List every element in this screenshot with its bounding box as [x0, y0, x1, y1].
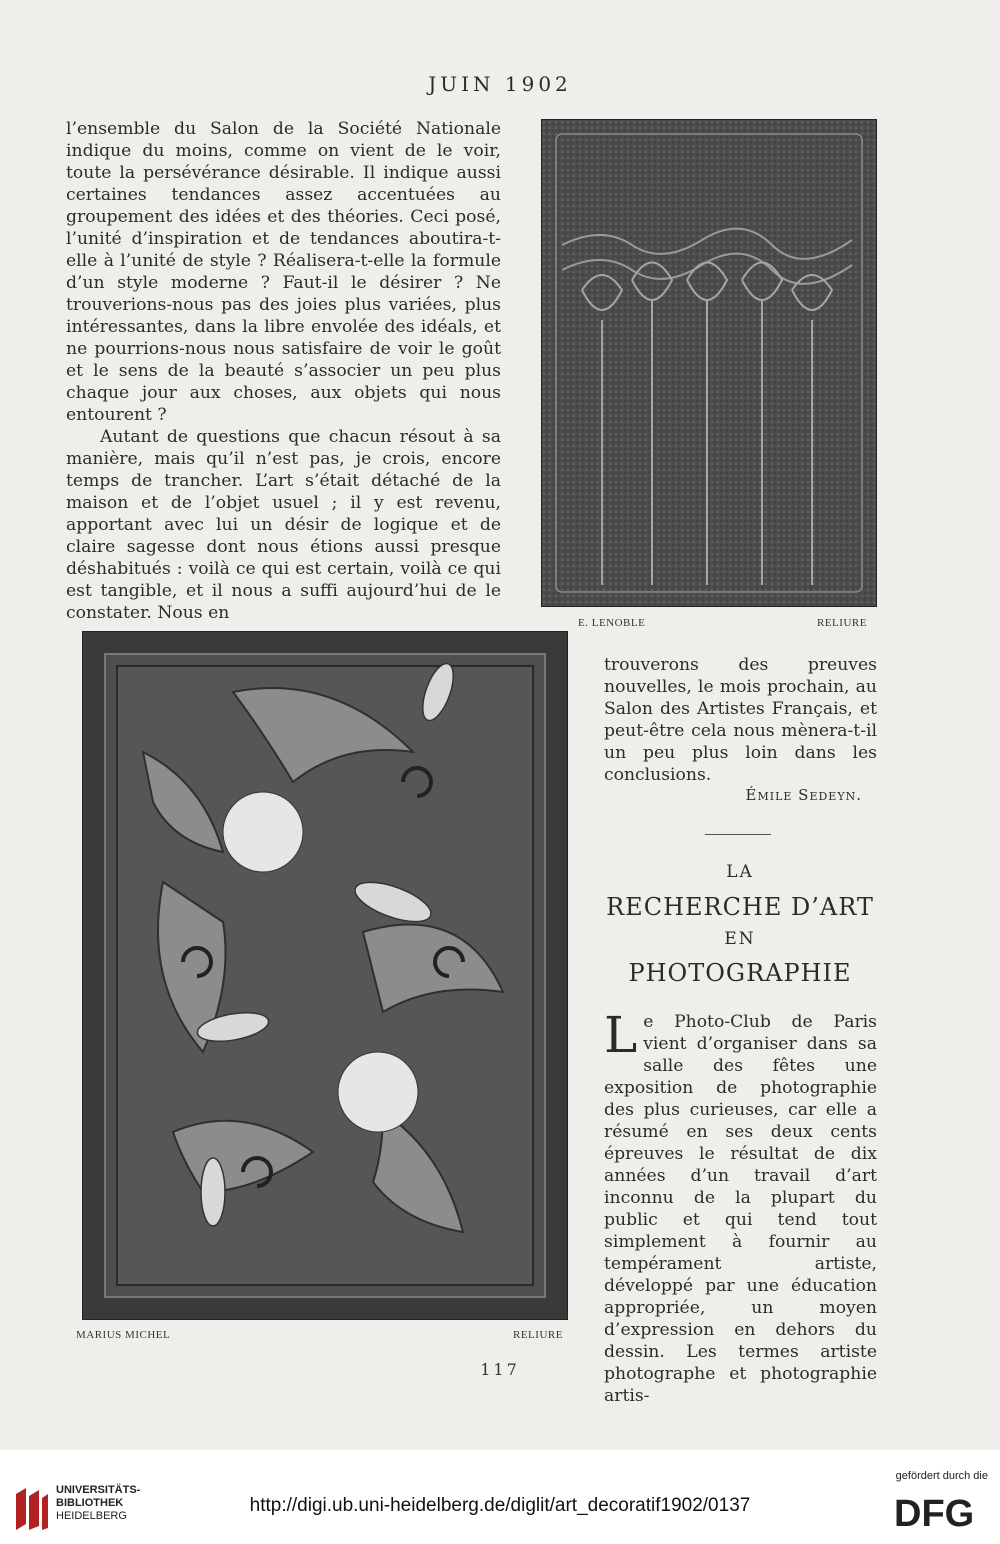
- paragraph: trouverons des preuves nouvelles, le mois prochain, au Salon des Artistes Français, et peut-être cela nous mènera-t-il un peu plus loin dans les conclusions.: [604, 655, 877, 785]
- binding-photo-lenoble: [541, 119, 877, 607]
- section-divider: [705, 834, 771, 835]
- floral-binding-illustration: [83, 632, 567, 1319]
- body-text: e Photo-Club de Paris vient d’organiser dans sa salle des fêtes une exposition de photographie des plus curieuses, car elle a résumé en ses deux cents épreuves le résultat de dix années d’un travail d’art inconnu de la plupart du public et qui tend tout simplement à fournir au tempérament artiste, développé par une éducation appropriée, un moyen d’expression en dehors du dessin. Les termes artiste photographe et photographie artis-: [604, 1012, 877, 1406]
- article-title-la: LA: [726, 862, 754, 882]
- funding-label: gefördert durch die: [895, 1470, 988, 1482]
- article-title-en: EN: [724, 929, 756, 949]
- binding-illustration: [542, 120, 876, 606]
- article-body: [604, 1006, 877, 1407]
- caption-type: RELIURE: [513, 1329, 563, 1341]
- running-head: JUIN 1902: [428, 72, 572, 96]
- left-column: [66, 118, 501, 624]
- caption-author: MARIUS MICHEL: [76, 1329, 171, 1341]
- continuation-paragraph: [604, 654, 877, 786]
- paragraph: Autant de questions que chacun résout à sa manière, mais qu’il n’est pas, je crois, encore temps de trancher. L’art s’était détaché de la maison et de l’objet usuel ; il y est revenu, apportant avec lui un désir de logique et de claire sagesse dont nous étions aussi presque déshabitués : voilà ce qui est certain, voilà ce qui est tangible, et il nous a suffi aujourd’hui de le constater. Nous en: [66, 427, 501, 623]
- page-number: 117: [480, 1360, 520, 1379]
- drop-cap: L: [604, 1006, 638, 1064]
- dfg-logo: [892, 1492, 986, 1532]
- paragraph: l’ensemble du Salon de la Société Nationale indique du moins, comme on vient de le voir, toute la persévérance désirable. Il indique aussi certaines tendances assez accentuées au groupement des idées et des théories. Ceci posé, l’unité d’inspiration et de tendances aboutira-t-elle à l’unité de style ? Réalisera-t-elle la formule d’un style moderne ? Faut-il le désirer ? Ne trouverions-nous pas des joies plus variées, plus intéressantes, dans la libre envolée des idéals, et ne pourrions-nous nous satisfaire de voir le goût et le sens de la beauté s’associer un peu plus chaque jour aux choses, aux objets qui nous entourent ?: [66, 119, 501, 425]
- author-signature: Émile Sedeyn.: [745, 786, 862, 804]
- paragraph: [604, 1006, 877, 1407]
- caption-author: E. LENOBLE: [578, 617, 646, 629]
- source-url-link[interactable]: http://digi.ub.uni-heidelberg.de/diglit/art_decoratif1902/0137: [249, 1495, 751, 1516]
- digitization-footer: [0, 1450, 1000, 1544]
- library-name: UNIVERSITÄTS- BIBLIOTHEK HEIDELBERG: [56, 1484, 141, 1522]
- binding-photo-marius-michel: [82, 631, 568, 1320]
- caption-type: RELIURE: [817, 617, 867, 629]
- dfg-logo-text: DFG: [894, 1493, 975, 1532]
- article-title-photographie: PHOTOGRAPHIE: [628, 959, 852, 987]
- article-title-main: RECHERCHE D’ART: [606, 893, 874, 921]
